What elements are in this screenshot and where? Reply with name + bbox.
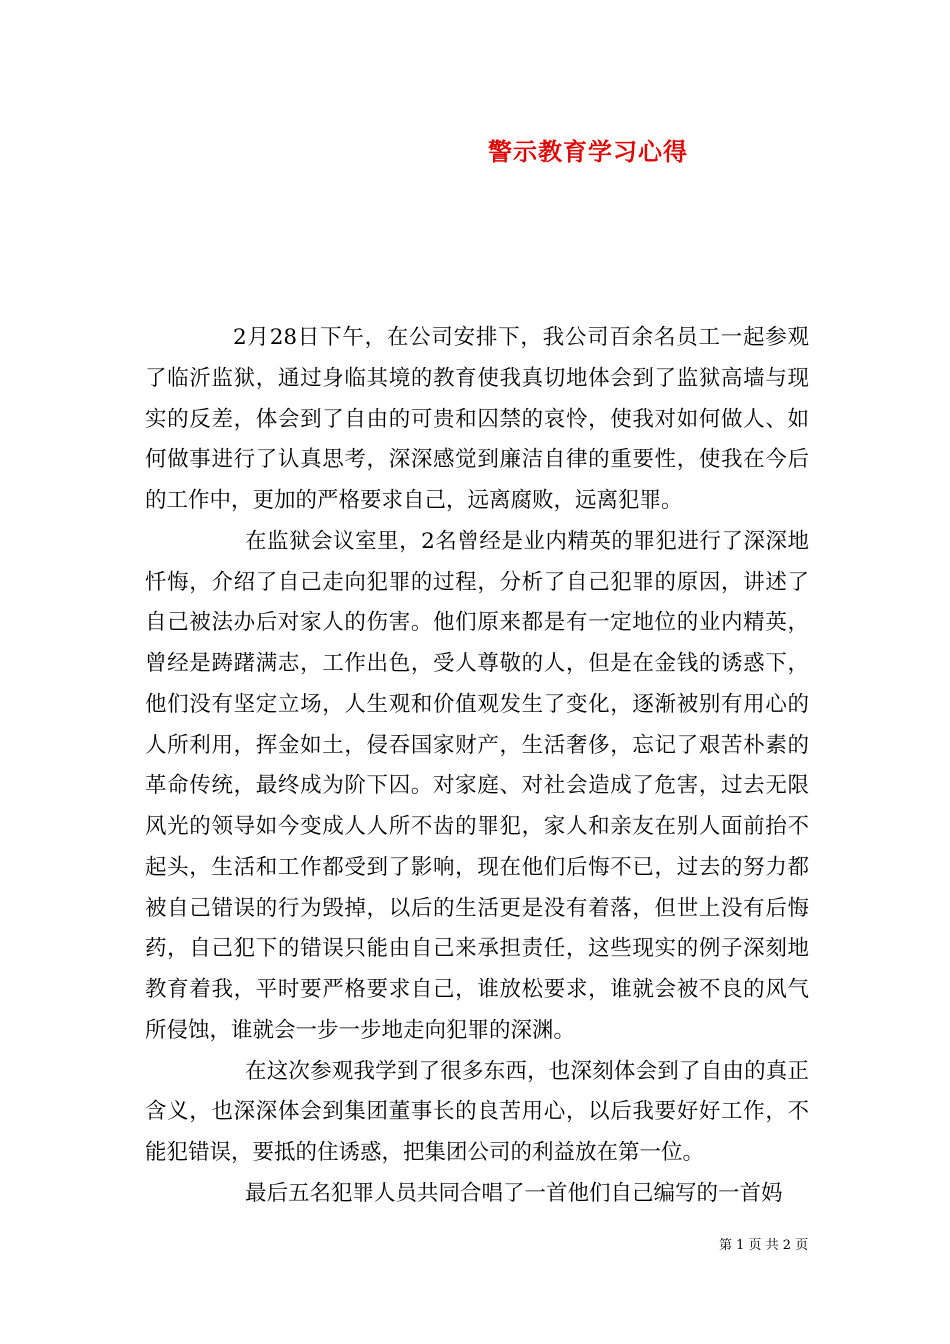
document-title: 警示教育学习心得 bbox=[488, 137, 688, 166]
paragraph-1: 2月28日下午，在公司安排下，我公司百余名员工一起参观了临沂监狱，通过身临其境的教育使我真切地体会到了监狱高墙与现实的反差，体会到了自由的可贵和囚禁的哀怜，使我对如何做人、如何做事进行了认真思考，深深感觉到廉洁自律的重要性，使我在今后的工作中，更加的严格要求自己，远离腐败，远离犯罪。 bbox=[145, 325, 809, 513]
paragraph-3: 在这次参观我学到了很多东西，也深刻体会到了自由的真正含义，也深深体会到集团董事长的良苦用心，以后我要好好工作，不能犯错误，要抵的住诱惑，把集团公司的利益放在第一位。 bbox=[145, 1058, 809, 1165]
paragraph-4: 最后五名犯罪人员共同合唱了一首他们自己编写的一首妈 bbox=[245, 1180, 783, 1206]
document-body bbox=[145, 318, 809, 1215]
paragraph-2: 在监狱会议室里，2名曾经是业内精英的罪犯进行了深深地忏悔，介绍了自己走向犯罪的过程，分析了自己犯罪的原因，讲述了自己被法办后对家人的伤害。他们原来都是有一定地位的业内精英，曾经是踌躇满志，工作出色，受人尊敬的人，但是在金钱的诱惑下，他们没有坚定立场，人生观和价值观发生了变化，逐渐被别有用心的人所利用，挥金如土，侵吞国家财产，生活奢侈，忘记了艰苦朴素的革命传统，最终成为阶下囚。对家庭、对社会造成了危害，过去无限风光的领导如今变成人人所不齿的罪犯，家人和亲友在别人面前抬不起头，生活和工作都受到了影响，现在他们后悔不已，过去的努力都被自己错误的行为毁掉，以后的生活更是没有着落，但世上没有后悔药，自己犯下的错误只能由自己来承担责任，这些现实的例子深刻地教育着我，平时要严格要求自己，谁放松要求，谁就会被不良的风气所侵蚀，谁就会一步一步地走向犯罪的深渊。 bbox=[145, 528, 809, 1043]
page-footer: 第 1 页 共 2 页 bbox=[719, 1238, 809, 1253]
